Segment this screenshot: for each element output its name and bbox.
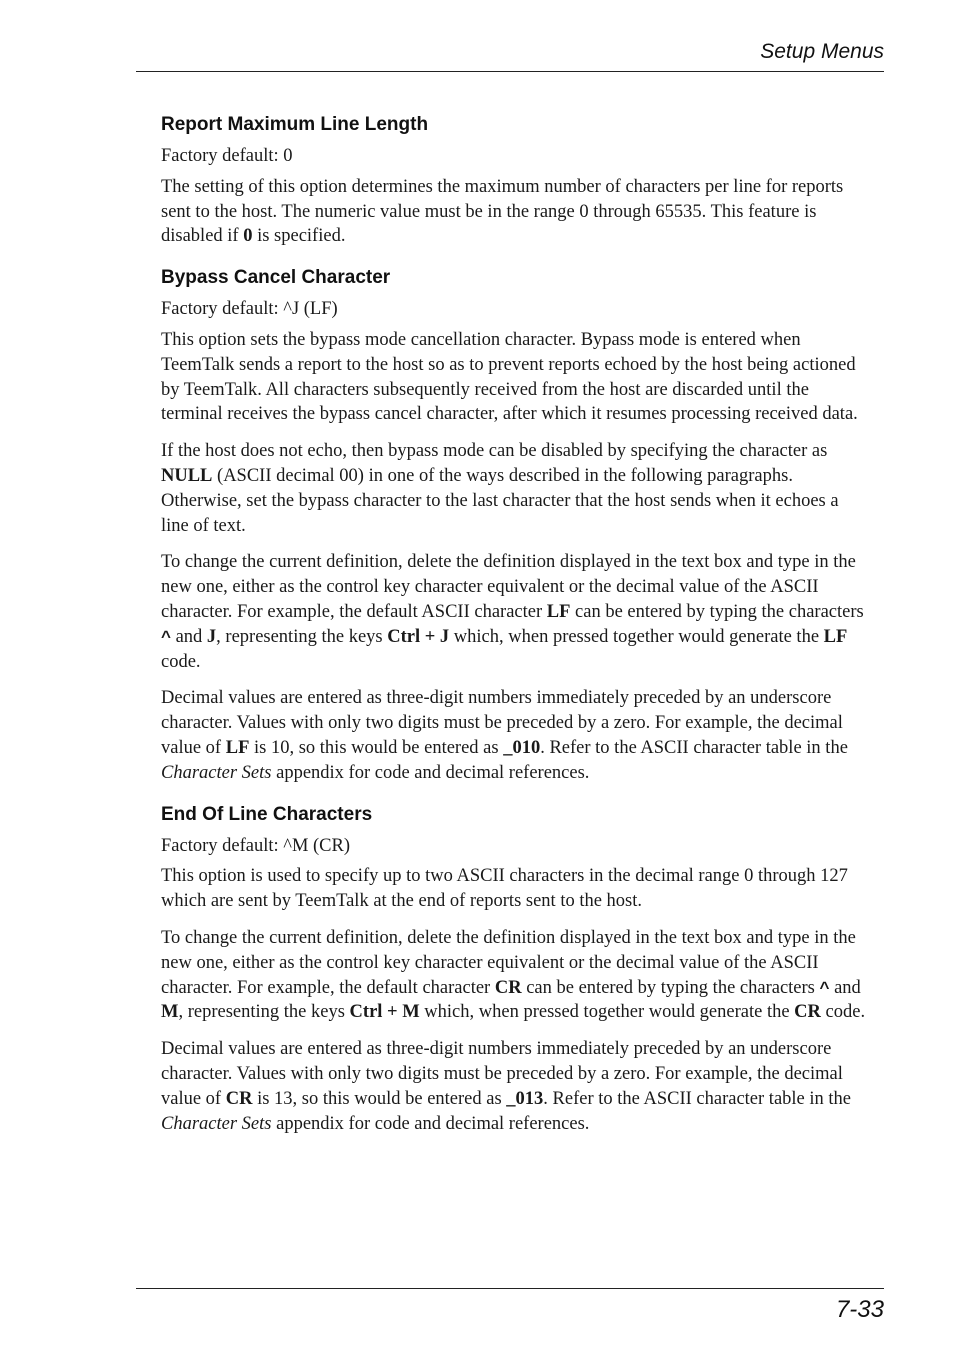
factory-default: Factory default: 0: [161, 146, 293, 166]
section-heading: End Of Line Characters: [161, 803, 373, 825]
paragraph: Decimal values are entered as three-digit numbers immediately preceded by an underscore character. Values with only two digits must be preceded by a zero. For example, the decimal value of CR is 13, so this would be entered as _013. Refer to the ASCII character table in the Character Sets appendix for code and decimal references.: [161, 1039, 851, 1134]
factory-default: Factory default: ^J (LF): [161, 299, 338, 320]
footer-rule: [136, 1288, 884, 1289]
factory-default: Factory default: ^M (CR): [161, 835, 351, 856]
section-report-maximum-line-length: [161, 112, 867, 249]
page-content: [161, 112, 867, 1152]
section-end-of-line-characters: [161, 802, 867, 1137]
paragraph: The setting of this option determines the maximum number of characters per line for reports sent to the host. The numeric value must be in the range 0 through 65535. This feature is disabled if 0 is specified.: [161, 176, 844, 247]
section-heading: Report Maximum Line Length: [161, 114, 429, 135]
paragraph: If the host does not echo, then bypass mode can be disabled by specifying the character as NULL (ASCII decimal 00) in one of the ways described in the following paragraphs. Otherwise, set the bypass character to the last character that the host sends when it echoes a line of text.: [161, 441, 839, 536]
paragraph: To change the current definition, delete the definition displayed in the text box and type in the new one, either as the control key character equivalent or the decimal value of the ASCII character. For example, the default character CR can be entered by typing the characters ^ and M, representing the keys Ctrl + M which, when pressed together would generate the CR code.: [161, 927, 866, 1023]
paragraph: Decimal values are entered as three-digit numbers immediately preceded by an underscore character. Values with only two digits must be preceded by a zero. For example, the decimal value of LF is 10, so this would be entered as _010. Refer to the ASCII character table in the Character Sets appendix for code and decimal references.: [161, 688, 848, 783]
section-heading: Bypass Cancel Character: [161, 267, 391, 289]
page-number: 7-33: [835, 1296, 884, 1323]
header-rule: [136, 71, 884, 72]
section-bypass-cancel-character: [161, 265, 867, 785]
paragraph: This option sets the bypass mode cancellation character. Bypass mode is entered when TeemTalk sends a report to the host so as to prevent reports echoed by the host being actioned by TeemTalk. All characters subsequently received from the host are discarded until the terminal receives the bypass cancel character, after which it resumes processing received data.: [161, 329, 858, 425]
paragraph: To change the current definition, delete the definition displayed in the text box and type in the new one, either as the control key character equivalent or the decimal value of the ASCII character. For example, the default ASCII character LF can be entered by typing the characters ^ and J, representing the keys Ctrl + J which, when pressed together would generate the LF code.: [161, 552, 864, 672]
paragraph: This option is used to specify up to two ASCII characters in the decimal range 0 through 127 which are sent by TeemTalk at the end of reports sent to the host.: [161, 866, 848, 912]
running-header-title: Setup Menus: [760, 40, 884, 63]
